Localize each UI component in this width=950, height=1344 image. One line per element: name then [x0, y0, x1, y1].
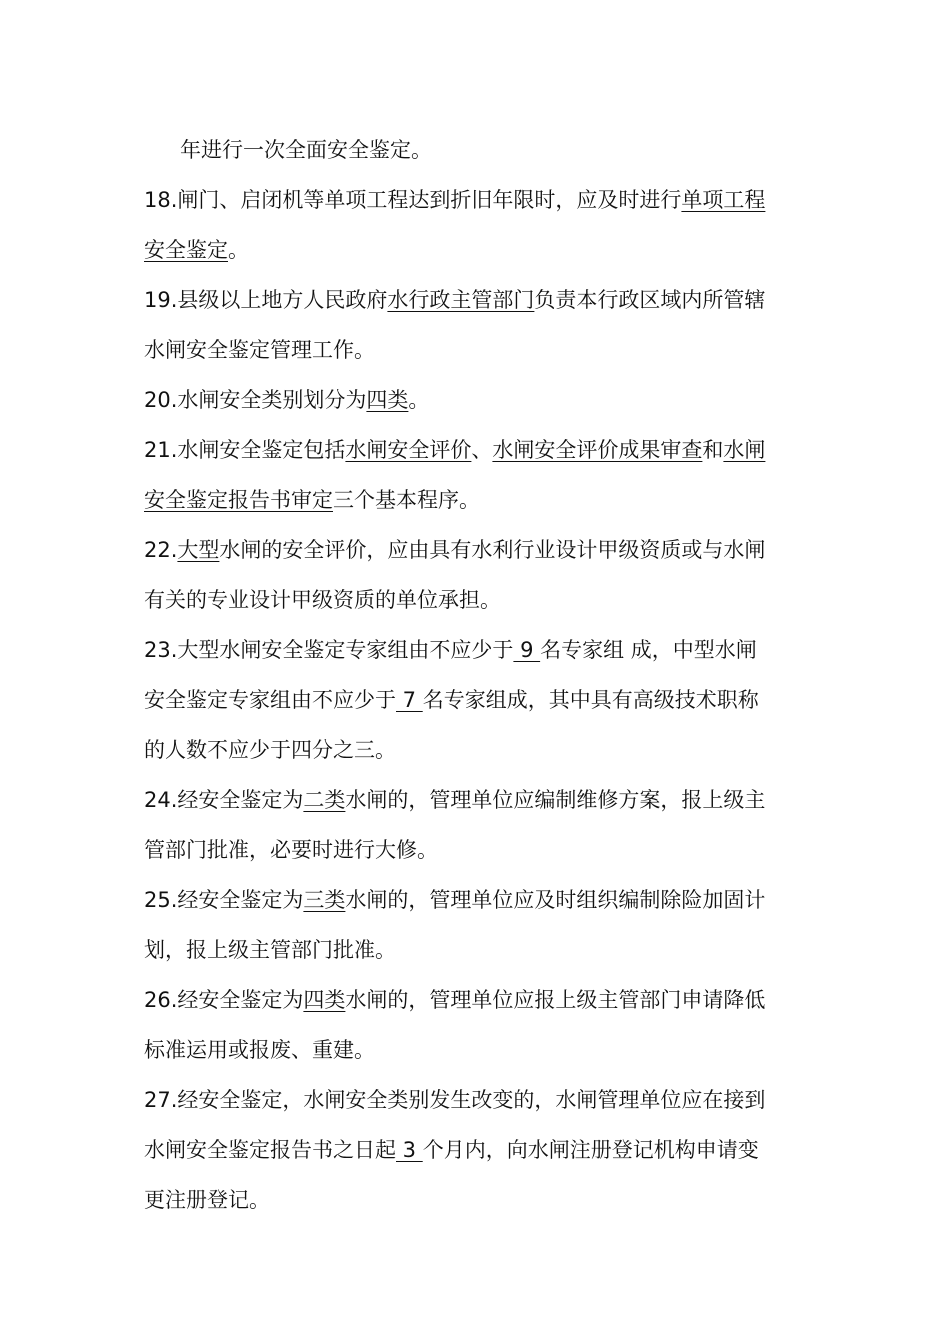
underlined-answer: 二类	[303, 788, 346, 812]
underlined-answer: 水闸安全评价	[345, 438, 472, 462]
text-line	[144, 235, 814, 265]
text-line	[144, 785, 814, 815]
underlined-answer: 3	[396, 1138, 423, 1162]
text-run: 和	[702, 438, 724, 462]
text-run: 标准运用或报废、重建。	[144, 1038, 375, 1062]
underlined-answer: 安全鉴定报告书审定	[144, 488, 333, 512]
text-run: 26.经安全鉴定为	[144, 988, 304, 1012]
text-line	[144, 435, 814, 465]
underlined-answer: 9	[513, 638, 541, 662]
underlined-answer: 水闸安全评价成果审查	[492, 438, 703, 462]
text-run: 水闸安全鉴定报告书之日起	[144, 1138, 396, 1162]
text-run: 22.	[144, 538, 178, 562]
text-run: 有关的专业设计甲级资质的单位承担。	[144, 588, 501, 612]
text-run: 水闸安全鉴定管理工作。	[144, 338, 375, 362]
text-line	[144, 985, 814, 1015]
text-run: 三个基本程序。	[333, 488, 480, 512]
text-run: 。	[408, 388, 430, 412]
text-run: 、	[471, 438, 493, 462]
text-run: 18.闸门、启闭机等单项工程达到折旧年限时，应及时进行	[144, 188, 682, 212]
text-run: 。	[228, 238, 249, 262]
text-run: 安全鉴定专家组由不应少于	[144, 688, 396, 712]
text-run: 20.水闸安全类别划分为	[144, 388, 367, 412]
text-run: 的人数不应少于四分之三。	[144, 738, 396, 762]
text-run: 水闸的，管理单位应及时组织编制除险加固计	[345, 888, 766, 912]
text-run: 个月内，向水闸注册登记机构申请变	[422, 1138, 759, 1162]
text-line	[144, 835, 814, 865]
text-run: 21.水闸安全鉴定包括	[144, 438, 346, 462]
text-run: 19.县级以上地方人民政府	[144, 288, 388, 312]
text-run: 更注册登记。	[144, 1188, 270, 1212]
text-line	[144, 285, 814, 315]
text-line	[144, 585, 814, 615]
text-run: 水闸的安全评价，应由具有水利行业设计甲级资质或与水闸	[219, 538, 766, 562]
text-line	[144, 735, 814, 765]
text-run: 管部门批准，必要时进行大修。	[144, 838, 438, 862]
text-line	[144, 1035, 814, 1065]
text-run: 24.经安全鉴定为	[144, 788, 304, 812]
text-run: 年进行一次全面安全鉴定。	[180, 138, 432, 162]
text-line	[144, 385, 814, 415]
underlined-answer: 大型	[177, 538, 220, 562]
underlined-answer: 四类	[303, 988, 346, 1012]
text-run: 负责本行政区域内所管辖	[534, 288, 766, 312]
underlined-answer: 7	[396, 688, 423, 712]
underlined-answer: 单项工程	[681, 188, 766, 212]
text-line	[144, 1185, 814, 1215]
text-run: 划，报上级主管部门批准。	[144, 938, 396, 962]
text-line	[144, 1135, 814, 1165]
underlined-answer: 四类	[366, 388, 409, 412]
text-run: 名专家组成，其中具有高级技术职称	[422, 688, 759, 712]
text-line	[144, 1085, 814, 1115]
text-line	[180, 135, 850, 165]
text-run: 名专家组 成，中型水闸	[540, 638, 757, 662]
text-line	[144, 535, 814, 565]
text-run: 水闸的，管理单位应编制维修方案，报上级主	[345, 788, 766, 812]
text-line	[144, 885, 814, 915]
text-line	[144, 935, 814, 965]
text-run: 23.大型水闸安全鉴定专家组由不应少于	[144, 638, 514, 662]
text-line	[144, 685, 814, 715]
text-line	[144, 335, 814, 365]
text-run: 25.经安全鉴定为	[144, 888, 304, 912]
underlined-answer: 水闸	[723, 438, 766, 462]
text-run: 27.经安全鉴定，水闸安全类别发生改变的，水闸管理单位应在接到	[144, 1088, 766, 1112]
underlined-answer: 安全鉴定	[144, 238, 228, 262]
underlined-answer: 三类	[303, 888, 346, 912]
text-line	[144, 185, 814, 215]
text-run: 水闸的，管理单位应报上级主管部门申请降低	[345, 988, 766, 1012]
underlined-answer: 水行政主管部门	[387, 288, 535, 312]
text-line	[144, 485, 814, 515]
text-line	[144, 635, 814, 665]
